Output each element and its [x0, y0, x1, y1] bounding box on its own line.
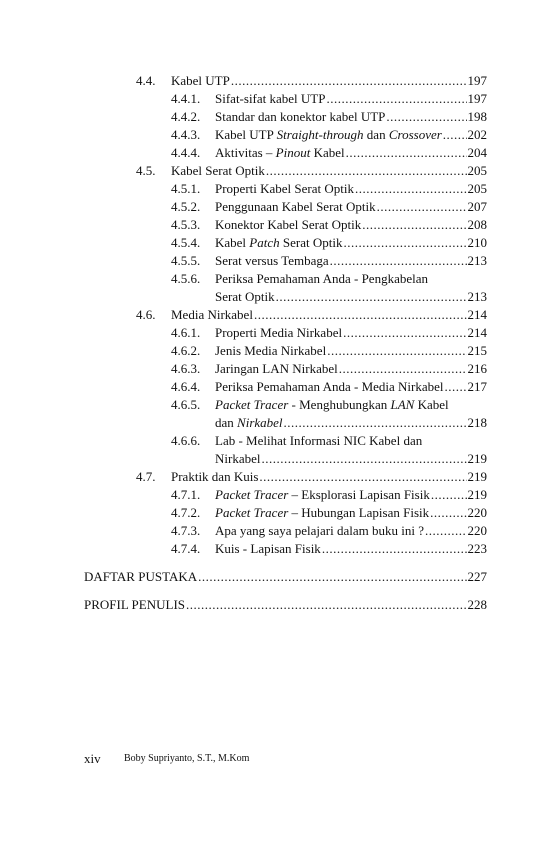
dot-leader [346, 145, 467, 161]
toc-entry[interactable] [0, 569, 487, 587]
toc-page-number: 198 [467, 109, 487, 124]
toc-number: 4.5.1. [171, 181, 201, 196]
toc-page-number: 208 [467, 217, 487, 232]
dot-leader [343, 325, 466, 341]
toc-title-segment: Periksa Pemahaman Anda - Media Nirkabel [215, 379, 444, 394]
toc-title-segment: Packet Tracer [215, 487, 289, 502]
toc-title-segment: Kabel [414, 397, 449, 412]
toc-title [215, 109, 385, 125]
toc-title-segment: Kabel Serat Optik [171, 163, 265, 178]
dot-leader [259, 469, 466, 485]
toc-title-segment: Jaringan LAN Nirkabel [215, 361, 338, 376]
toc-number: 4.4.2. [171, 109, 201, 124]
toc-entry[interactable] [0, 145, 487, 163]
dot-leader [386, 109, 466, 125]
toc-title-segment: Serat Optik [279, 235, 343, 250]
dot-leader [443, 127, 467, 143]
toc-title-segment: Properti Kabel Serat Optik [215, 181, 354, 196]
dot-leader [362, 217, 466, 233]
toc-number: 4.5.3. [171, 217, 201, 232]
toc-page-number: 205 [467, 181, 487, 196]
toc-title-segment: Patch [249, 235, 280, 250]
toc-number: 4.6.5. [171, 397, 201, 412]
toc-title [215, 145, 345, 161]
toc-title-segment: Nirkabel [215, 451, 261, 466]
toc-title-segment: Lab - Melihat Informasi NIC Kabel dan [215, 433, 423, 448]
dot-leader [330, 253, 467, 269]
toc-title [215, 541, 321, 557]
dot-leader [327, 343, 466, 359]
toc-title [215, 487, 430, 503]
toc-entry[interactable] [0, 217, 487, 235]
dot-leader [445, 379, 467, 395]
dot-leader [254, 307, 467, 323]
toc-number: 4.6.4. [171, 379, 201, 394]
toc-number: 4.5.2. [171, 199, 201, 214]
toc-page-number: 227 [467, 569, 487, 584]
toc-title-segment: - Menghubungkan [288, 397, 391, 412]
dot-leader [284, 415, 467, 431]
toc-page-number: 213 [467, 253, 487, 268]
toc-title [215, 235, 342, 251]
toc-title [215, 505, 429, 521]
toc-title-segment: Kabel UTP [171, 73, 230, 88]
toc-title-segment: Kuis - Lapisan Fisik [215, 541, 321, 556]
toc-title-segment: Media Nirkabel [171, 307, 253, 322]
toc-number: 4.4.1. [171, 91, 201, 106]
toc-entry[interactable] [0, 271, 487, 307]
toc-title-segment: LAN [390, 397, 415, 412]
toc-title [215, 379, 444, 395]
toc-title-segment: Kabel [310, 145, 345, 160]
toc-title-segment: Properti Media Nirkabel [215, 325, 343, 340]
toc-title [215, 181, 354, 197]
toc-title [84, 569, 197, 585]
toc-page-number: 223 [467, 541, 487, 556]
toc-number: 4.7.3. [171, 523, 201, 538]
toc-title-segment: PROFIL PENULIS [84, 597, 186, 612]
toc-entry[interactable] [0, 199, 487, 217]
toc-entry[interactable] [0, 235, 487, 253]
toc-page-number: 219 [467, 451, 487, 466]
toc-title [215, 199, 376, 215]
toc-page-number: 207 [467, 199, 487, 214]
toc-page-number: 217 [467, 379, 487, 394]
toc-page-number: 205 [467, 163, 487, 178]
dot-leader [322, 541, 467, 557]
toc-title [215, 289, 275, 305]
toc-entry[interactable] [0, 181, 487, 199]
toc-title [215, 217, 361, 233]
toc-entry[interactable] [0, 505, 487, 523]
page-number: xiv [84, 751, 101, 766]
toc-title [215, 91, 325, 107]
dot-leader [431, 487, 467, 503]
toc-entry[interactable] [0, 541, 487, 559]
toc-page-number: 218 [467, 415, 487, 430]
toc-page-number: 197 [467, 91, 487, 106]
toc-number: 4.7.1. [171, 487, 201, 502]
dot-leader [198, 569, 466, 585]
dot-leader [339, 361, 467, 377]
toc-title [171, 469, 258, 485]
toc-entry[interactable] [0, 523, 487, 541]
dot-leader [425, 523, 466, 539]
toc-entry[interactable] [0, 361, 487, 379]
toc-number: 4.5.4. [171, 235, 201, 250]
toc-entry[interactable] [0, 253, 487, 271]
toc-title-segment: Nirkabel [237, 415, 283, 430]
toc-title-segment: Aktivitas – [215, 145, 276, 160]
toc-number: 4.7.2. [171, 505, 201, 520]
toc-page-number: 213 [467, 289, 487, 304]
toc-page-number: 219 [467, 487, 487, 502]
toc-number: 4.5. [136, 163, 156, 178]
toc-page-number: 216 [467, 361, 487, 376]
toc-number: 4.6.3. [171, 361, 201, 376]
toc-entry[interactable] [0, 73, 487, 91]
toc-title-segment: Serat Optik [215, 289, 275, 304]
toc-title [215, 325, 342, 341]
toc-title-segment: Apa yang saya pelajari dalam buku ini ? [215, 523, 425, 538]
dot-leader [261, 451, 466, 467]
toc-title [215, 127, 442, 143]
dot-leader [231, 73, 467, 89]
toc-title [215, 523, 424, 539]
toc-number: 4.6.6. [171, 433, 201, 448]
toc-page-number: 220 [467, 505, 487, 520]
toc-page-number: 204 [467, 145, 487, 160]
toc-title-segment: Praktik dan Kuis [171, 469, 259, 484]
toc-entry[interactable] [0, 307, 487, 325]
toc-title-segment: Packet Tracer [215, 505, 289, 520]
toc-number: 4.4.4. [171, 145, 201, 160]
toc-number: 4.4. [136, 73, 156, 88]
toc-entry[interactable] [0, 379, 487, 397]
toc-number: 4.4.3. [171, 127, 201, 142]
toc-title [215, 253, 329, 269]
toc-title [215, 361, 338, 377]
toc-title-segment: – Eksplorasi Lapisan Fisik [288, 487, 430, 502]
toc-title-segment: Packet Tracer [215, 397, 289, 412]
toc-entry[interactable] [0, 469, 487, 487]
toc-number: 4.6.1. [171, 325, 201, 340]
toc-number: 4.7. [136, 469, 156, 484]
toc-entry[interactable] [0, 91, 487, 109]
author-name: Boby Supriyanto, S.T., M.Kom [124, 753, 250, 764]
toc-entry[interactable] [0, 343, 487, 361]
toc-title [171, 163, 265, 179]
toc-entry[interactable] [0, 433, 487, 469]
toc-entry[interactable] [0, 163, 487, 181]
dot-leader [377, 199, 467, 215]
toc-number: 4.6. [136, 307, 156, 322]
dot-leader [266, 163, 467, 179]
toc-title [171, 73, 230, 89]
toc-title-segment: Konektor Kabel Serat Optik [215, 217, 362, 232]
toc-entry[interactable] [0, 397, 487, 433]
toc-number: 4.5.5. [171, 253, 201, 268]
dot-leader [355, 181, 467, 197]
dot-leader [276, 289, 467, 305]
toc-title-segment: Kabel UTP [215, 127, 277, 142]
toc-page-number: 228 [467, 597, 487, 612]
toc-page-number: 215 [467, 343, 487, 358]
toc-title [215, 343, 326, 359]
toc-title-segment: Straight-through [276, 127, 364, 142]
toc-title-segment: Crossover [388, 127, 442, 142]
toc-title-segment: Sifat-sifat kabel UTP [215, 91, 326, 106]
dot-leader [343, 235, 466, 251]
toc-title-segment: Pinout [275, 145, 311, 160]
toc-title-segment: Serat versus Tembaga [215, 253, 329, 268]
toc-page-number: 197 [467, 73, 487, 88]
toc-title [215, 451, 260, 467]
dot-leader [186, 597, 466, 613]
toc-number: 4.6.2. [171, 343, 201, 358]
toc-title-segment: Jenis Media Nirkabel [215, 343, 327, 358]
toc-page-number: 214 [467, 307, 487, 322]
toc-title [215, 415, 283, 431]
toc-page-number: 214 [467, 325, 487, 340]
toc-title-segment: dan [363, 127, 389, 142]
toc-title-segment: Periksa Pemahaman Anda - Pengkabelan [215, 271, 428, 286]
toc-title-segment: DAFTAR PUSTAKA [84, 569, 198, 584]
toc-page-number: 210 [467, 235, 487, 250]
toc-title-segment: Standar dan konektor kabel UTP [215, 109, 386, 124]
dot-leader [326, 91, 466, 107]
toc-number: 4.7.4. [171, 541, 201, 556]
toc-title-segment: dan [215, 415, 238, 430]
toc-title [84, 597, 185, 613]
toc-page-number: 202 [467, 127, 487, 142]
toc-title-segment: – Hubungan Lapisan Fisik [288, 505, 430, 520]
toc-page-number: 220 [467, 523, 487, 538]
toc-title-segment: Kabel [215, 235, 250, 250]
toc-entry[interactable] [0, 597, 487, 615]
toc-entry[interactable] [0, 325, 487, 343]
toc-entry[interactable] [0, 487, 487, 505]
toc-title [171, 307, 253, 323]
toc-number: 4.5.6. [171, 271, 201, 286]
toc-entry[interactable] [0, 109, 487, 127]
dot-leader [430, 505, 466, 521]
toc-entry[interactable] [0, 127, 487, 145]
toc-title-segment: Penggunaan Kabel Serat Optik [215, 199, 376, 214]
toc-page-number: 219 [467, 469, 487, 484]
